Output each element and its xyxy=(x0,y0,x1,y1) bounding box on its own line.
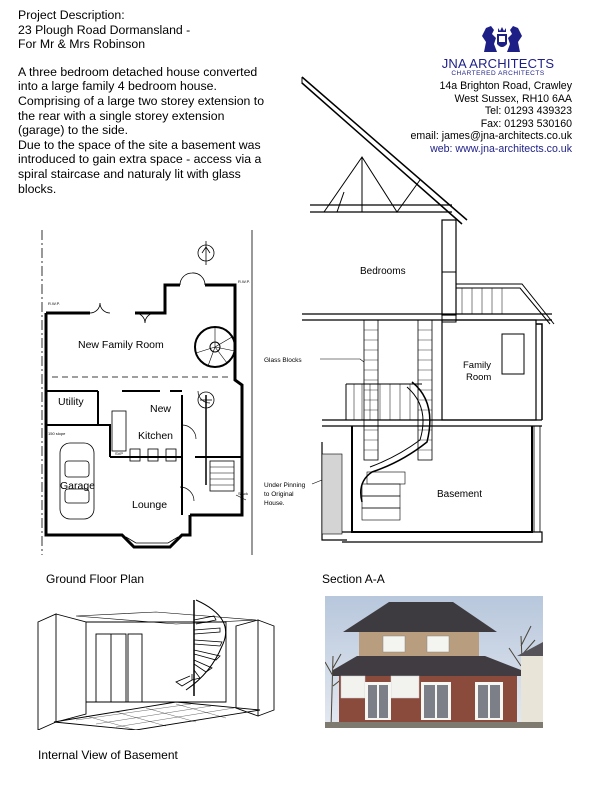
section-label-underpin-2: to Original xyxy=(264,491,294,498)
firm-fax: Fax: 01293 530160 xyxy=(480,117,572,130)
section-a-a xyxy=(262,62,562,557)
project-description xyxy=(18,8,268,196)
basement-internal-view xyxy=(36,598,276,735)
firm-web-link[interactable]: web: www.jna-architects.co.uk xyxy=(430,142,572,155)
project-client: For Mr & Mrs Robinson xyxy=(18,37,146,52)
section-label-underpin-1: Under Pinning xyxy=(264,482,306,489)
firm-email[interactable]: email: james@jna-architects.co.uk xyxy=(410,130,572,142)
section-label-glass-blocks: Glass Blocks xyxy=(264,357,302,364)
room-label-kitchen-2: Kitchen xyxy=(138,430,174,442)
room-label-kitchen-1: New xyxy=(150,403,172,415)
stack-mark: Stack xyxy=(238,491,249,496)
section-label-bedrooms: Bedrooms xyxy=(360,266,406,277)
section-label-underpin-3: House. xyxy=(264,500,285,507)
section-label-family-2: Room xyxy=(466,372,492,383)
basement-caption: Internal View of Basement xyxy=(38,748,178,762)
ground-floor-plan xyxy=(30,225,280,570)
north-arrow-icon xyxy=(198,241,214,265)
room-label-lounge: Lounge xyxy=(132,499,168,511)
firm-tel: Tel: 01293 439323 xyxy=(484,105,572,117)
rwp-mark-right: R.W.P. xyxy=(238,279,250,284)
project-heading: Project Description: xyxy=(18,8,125,22)
firm-address-2: West Sussex, RH10 6AA xyxy=(454,92,572,105)
house-photo xyxy=(325,596,543,733)
room-label-family: New Family Room xyxy=(78,339,164,351)
room-label-utility: Utility xyxy=(58,396,84,408)
section-label-family-1: Family xyxy=(463,360,491,371)
room-label-garage: Garage xyxy=(60,480,96,492)
rwp-mark-left: R.W.P. xyxy=(48,301,60,306)
slope-mark: 150 slope xyxy=(48,431,66,436)
section-label-basement: Basement xyxy=(437,489,483,500)
section-caption: Section A-A xyxy=(322,572,385,586)
project-paragraph-1: A three bedroom detached house converted into a large family 4 bedroom house. Comprising of a large two storey extension to the rear with a single storey extension (garage) to the side. xyxy=(18,64,265,138)
project-address: 23 Plough Road Dormansland - xyxy=(18,22,191,37)
project-paragraph-2: Due to the space of the site a basement was introduced to gain extra space - access via a spiral staircase and naturaly lit with glass blocks. xyxy=(18,137,262,196)
plan-caption: Ground Floor Plan xyxy=(46,572,145,586)
svp-mark: SVP xyxy=(115,451,124,456)
firm-name: JNA ARCHITECTS xyxy=(441,56,555,71)
firm-address-1: 14a Brighton Road, Crawley xyxy=(439,80,572,92)
firm-subtitle: CHARTERED ARCHITECTS xyxy=(451,70,545,77)
